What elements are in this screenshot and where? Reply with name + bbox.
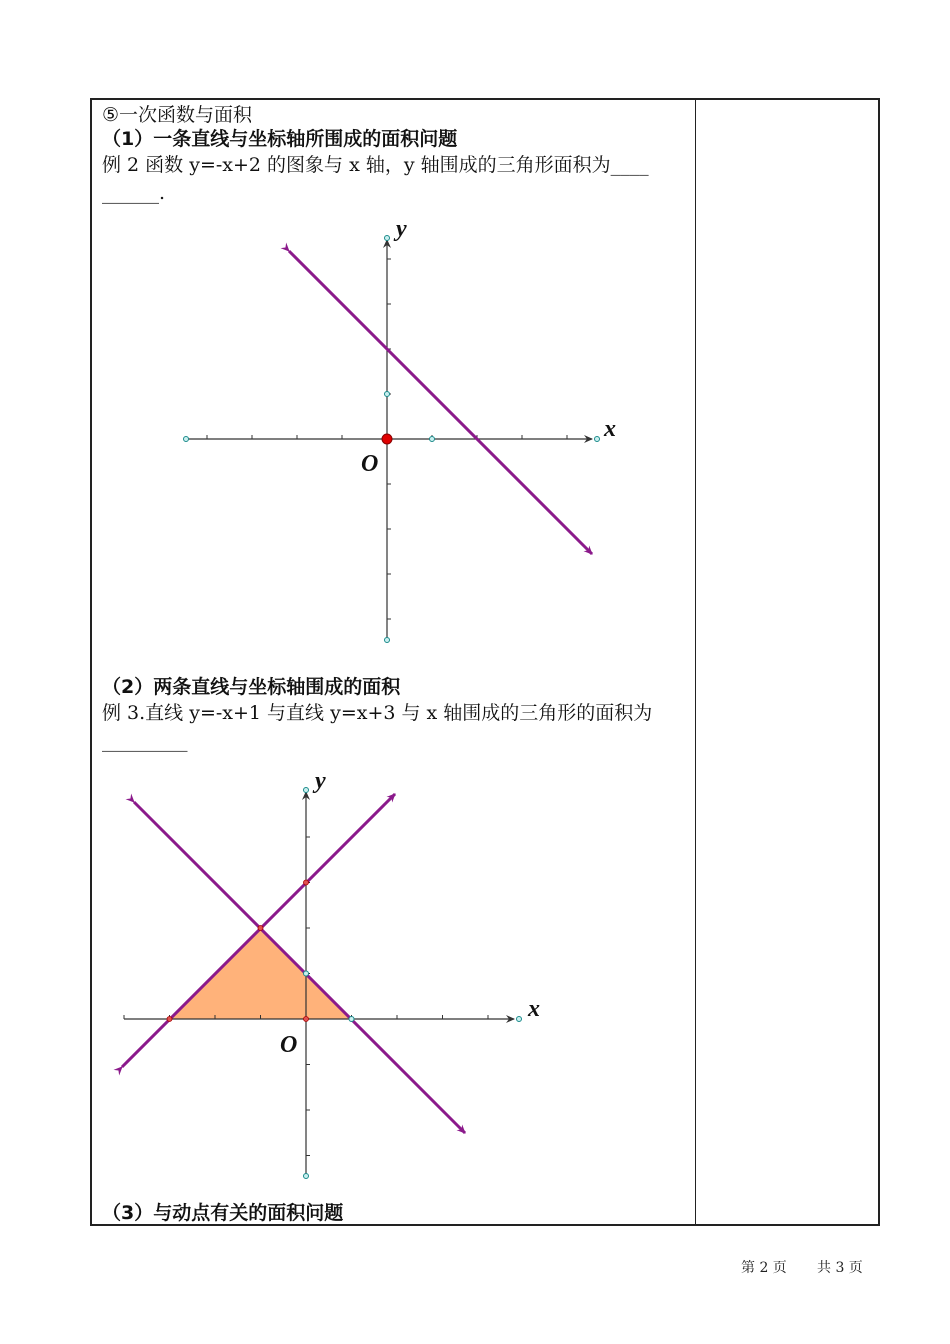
example2-answer-blank: ______.	[102, 182, 166, 204]
graph2-points	[304, 788, 522, 1179]
graph2-figure	[112, 760, 572, 1190]
graph1-origin-point	[382, 434, 392, 444]
graph2-y-label: y	[315, 768, 326, 794]
footer-total-pages: 共 3 页	[817, 1260, 863, 1276]
section-heading: ⑤一次函数与面积	[102, 104, 253, 126]
part2-title: （2）两条直线与坐标轴围成的面积	[102, 676, 401, 698]
graph2-shaded-triangle	[170, 928, 352, 1019]
example3-text: 例 3.直线 y=-x+1 与直线 y=x+3 与 x 轴围成的三角形的面积为	[102, 702, 653, 724]
graph2-x-label: x	[528, 996, 540, 1022]
part3-title: （3）与动点有关的面积问题	[102, 1202, 344, 1224]
graph1-y-label: y	[396, 216, 407, 242]
graph1-origin-label: O	[361, 451, 379, 477]
footer-page-number: 第 2 页	[741, 1260, 787, 1276]
graph2-line-y-neg-x-plus-1	[134, 802, 465, 1133]
example2-text: 例 2 函数 y=-x+2 的图象与 x 轴，y 轴围成的三角形面积为____	[102, 154, 649, 176]
part1-title: （1）一条直线与坐标轴所围成的面积问题	[102, 128, 458, 150]
content-table	[90, 98, 880, 1226]
example3-answer-blank: _________	[102, 730, 188, 752]
left-column	[92, 100, 696, 1224]
graph1-x-label: x	[604, 416, 616, 442]
graph1-figure	[172, 210, 632, 660]
graph1-line	[289, 251, 592, 554]
graph2-line-y-x-plus-3	[122, 794, 395, 1067]
right-column	[698, 100, 878, 1224]
graph2-origin-label: O	[280, 1032, 298, 1058]
